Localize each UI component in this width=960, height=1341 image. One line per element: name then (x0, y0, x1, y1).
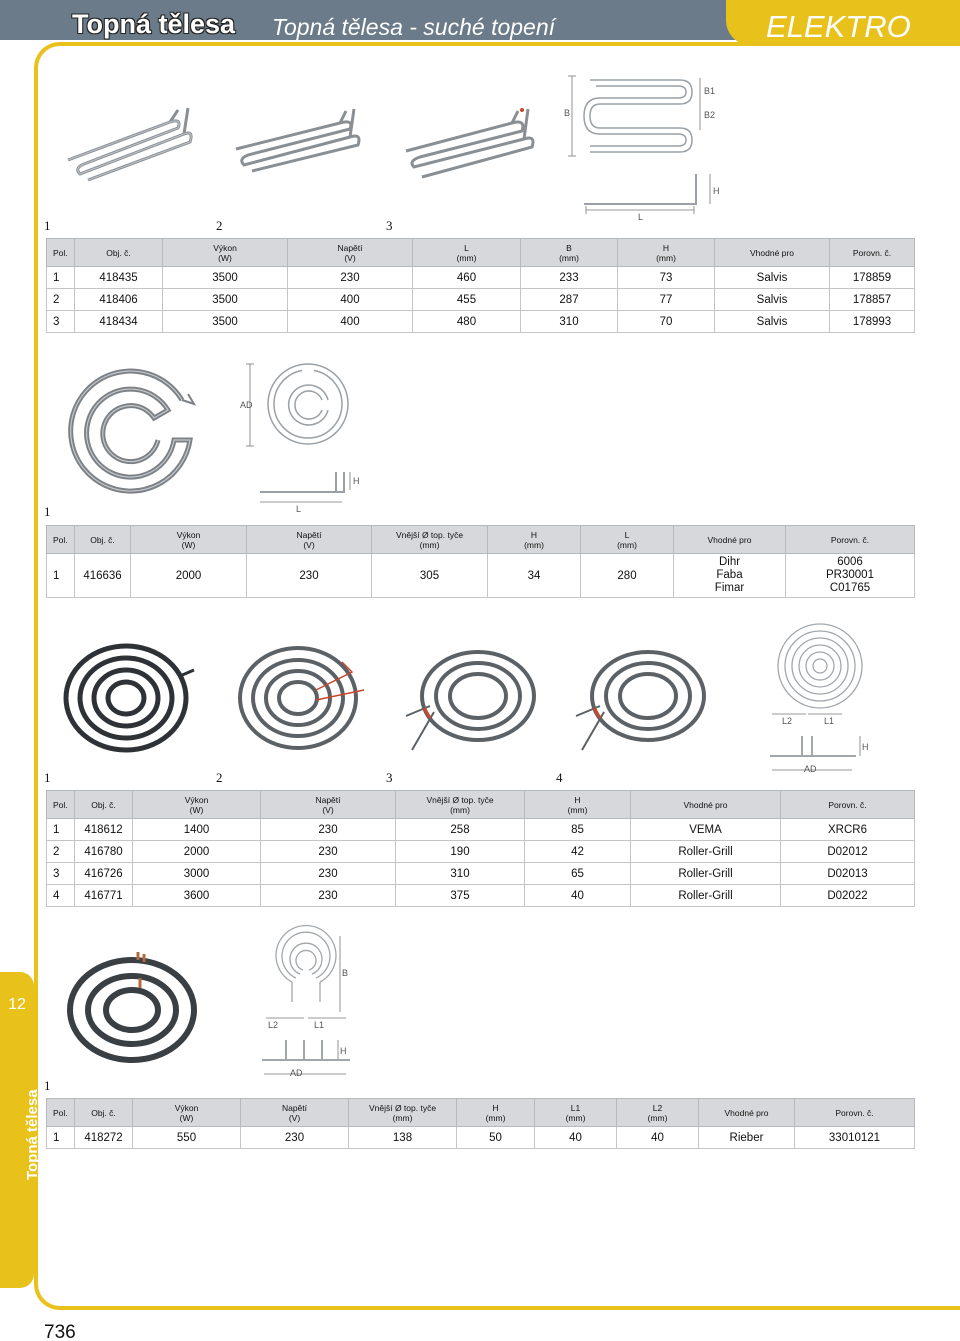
dim-label-h: H (862, 742, 869, 752)
table-header-cell (396, 791, 525, 819)
col-vykon (163, 239, 288, 267)
table-cell: D02012 (781, 841, 915, 863)
cell-text: (W) (218, 252, 232, 263)
cell-text: Obj. č. (106, 247, 131, 258)
category-tab[interactable] (726, 0, 960, 46)
cell-text: H (530, 529, 538, 540)
cell-text: (mm) (559, 252, 579, 263)
table-cell: Roller-Grill (631, 841, 781, 863)
cell-text: L1 (570, 1102, 581, 1113)
table-cell: 418406 (75, 289, 163, 311)
table-row (47, 863, 915, 885)
chapter-number: 12 (8, 996, 26, 1013)
cell-text: Výkon (184, 794, 209, 805)
cell-text: C01765 (829, 582, 871, 594)
table-row (47, 267, 915, 289)
heater-spiral-3 (400, 646, 540, 756)
table-header-cell (241, 1099, 349, 1127)
cell-text: Vnější Ø top. tyče (368, 1102, 437, 1113)
table-row (47, 819, 915, 841)
dim-label-b1: B1 (704, 86, 716, 96)
cell-text: Napětí (315, 794, 341, 805)
image-label-2: 2 (216, 218, 223, 233)
table-cell (786, 554, 915, 598)
table-cell: Rieber (699, 1127, 795, 1149)
table-row (47, 289, 915, 311)
table-cell: 2000 (133, 841, 261, 863)
chapter-label: Topná tělesa (24, 1089, 41, 1180)
table-cell: 416771 (75, 885, 133, 907)
table-header-cell (617, 1099, 699, 1127)
dim-label-l: L (296, 504, 302, 514)
table-row (47, 554, 915, 598)
table-cell: 2 (47, 841, 75, 863)
cell-text: (mm) (419, 539, 440, 550)
cell-text: Porovn. č. (830, 534, 870, 545)
table-cell: 230 (261, 819, 396, 841)
table-header-cell (795, 1099, 915, 1127)
table-cell: 233 (521, 267, 618, 289)
cell-text: (W) (179, 1112, 194, 1123)
table-cell: 418435 (75, 267, 163, 289)
table-cell: 280 (581, 554, 674, 598)
cell-text: (V) (288, 1112, 301, 1123)
page-number: 736 (44, 1322, 76, 1341)
col-pos (47, 239, 75, 267)
table-cell: 400 (288, 289, 413, 311)
cell-text: (mm) (392, 1112, 413, 1123)
table-cell: 230 (288, 267, 413, 289)
table-header-cell (47, 791, 75, 819)
cell-text: Obj. č. (90, 534, 115, 545)
dim-label-l: L (638, 212, 644, 222)
table-header-cell (247, 526, 372, 554)
table-header-cell (781, 791, 915, 819)
table-cell: Salvis (715, 267, 830, 289)
table-cell: 40 (617, 1127, 699, 1149)
table-row (47, 311, 915, 333)
dim-label-l1: L1 (314, 1020, 325, 1030)
table-header-cell (581, 526, 674, 554)
image-label-1: 1 (44, 504, 51, 519)
table-header-cell (133, 1099, 241, 1127)
image-label-1: 1 (44, 218, 51, 233)
table-header-cell (349, 1099, 457, 1127)
cell-text: (V) (303, 539, 315, 550)
cell-text: Porovn. č. (828, 799, 867, 810)
table-cell: 190 (396, 841, 525, 863)
table-cell: 230 (241, 1127, 349, 1149)
cell-text: (V) (322, 804, 334, 815)
dim-label-h: H (713, 186, 720, 196)
heater-spiral-4 (570, 646, 710, 756)
table-cell: 73 (618, 267, 715, 289)
table-header-cell (261, 791, 396, 819)
table-cell: 455 (413, 289, 521, 311)
table-cell: 33010121 (795, 1127, 915, 1149)
cell-text: (mm) (485, 1112, 506, 1123)
table-cell: 178859 (830, 267, 915, 289)
table-header-cell (75, 1099, 133, 1127)
cell-text: Vnější Ø top. tyče (395, 529, 464, 540)
table-cell: 460 (413, 267, 521, 289)
cell-text: Napětí (337, 242, 363, 253)
table-cell: 178993 (830, 311, 915, 333)
cell-text: Pol. (53, 247, 68, 258)
table-cell: 138 (349, 1127, 457, 1149)
table-cell: VEMA (631, 819, 781, 841)
cell-text: (mm) (456, 252, 477, 263)
dim-label-b: B (564, 108, 571, 118)
table-cell: 3500 (163, 267, 288, 289)
cell-text: Dihr (718, 556, 741, 568)
cell-text: H (492, 1102, 499, 1113)
image-label-1: 1 (44, 770, 51, 785)
dim-label-h: H (340, 1046, 347, 1056)
table-header-cell (535, 1099, 617, 1127)
heater-spiral-2 (232, 640, 372, 755)
heater-spiral-1 (60, 636, 200, 756)
col-b (521, 239, 618, 267)
table-header-cell (674, 526, 786, 554)
cell-text: Vhodné pro (724, 1107, 769, 1118)
table-cell: 40 (525, 885, 631, 907)
spec-table-1 (46, 238, 915, 333)
table-cell: 70 (618, 311, 715, 333)
dimension-diagram-1 (560, 70, 730, 220)
table-header-cell (47, 1099, 75, 1127)
cell-text: Faba (716, 569, 743, 581)
cell-text: L (624, 529, 630, 540)
spec-table-3 (46, 790, 915, 907)
table-header-cell (75, 791, 133, 819)
table-cell: 65 (525, 863, 631, 885)
table-cell: 3600 (133, 885, 261, 907)
table-cell: Salvis (715, 311, 830, 333)
cell-text: Vnější Ø top. tyče (426, 794, 494, 805)
table-cell: 480 (413, 311, 521, 333)
cell-text: B (566, 242, 572, 253)
cell-text: (mm) (450, 804, 470, 815)
image-label-3: 3 (386, 770, 393, 785)
cell-text: Porovn. č. (852, 247, 892, 258)
table-cell: 230 (261, 863, 396, 885)
table-row (47, 885, 915, 907)
table-cell: 178857 (830, 289, 915, 311)
table-cell: 230 (261, 841, 396, 863)
cell-text: (mm) (567, 804, 588, 815)
table-row (47, 1127, 915, 1149)
cell-text: (V) (344, 252, 356, 263)
cell-text: Výkon (174, 1102, 199, 1113)
cell-text: Napětí (281, 1102, 308, 1113)
dim-label-l1: L1 (824, 716, 835, 726)
dim-label-b2: B2 (704, 110, 716, 120)
cell-text: 6006 (837, 556, 863, 568)
table-cell: 40 (535, 1127, 617, 1149)
table-cell: 310 (396, 863, 525, 885)
image-label-2: 2 (216, 770, 223, 785)
table-cell: 1400 (133, 819, 261, 841)
cell-text: Obj. č. (91, 799, 116, 810)
table-header-cell (75, 526, 131, 554)
table-cell: 305 (372, 554, 488, 598)
table-cell: 550 (133, 1127, 241, 1149)
col-vhodne (715, 239, 830, 267)
table-cell (674, 554, 786, 598)
heater-image-2 (230, 105, 370, 185)
cell-text: (mm) (524, 539, 544, 550)
cell-text: (W) (181, 539, 196, 550)
table-cell: 50 (457, 1127, 535, 1149)
table-header-row (47, 526, 915, 554)
table-header-cell (133, 791, 261, 819)
table-cell: 1 (47, 267, 75, 289)
cell-text: Vhodné pro (707, 534, 752, 545)
table-header-cell (631, 791, 781, 819)
table-header-cell (457, 1099, 535, 1127)
table-cell: 3500 (163, 311, 288, 333)
cell-text: Výkon (213, 242, 237, 253)
dim-label-b: B (342, 968, 349, 978)
table-cell: 375 (396, 885, 525, 907)
spec-table-4 (46, 1098, 915, 1149)
table-cell: 230 (261, 885, 396, 907)
table-cell: 418272 (75, 1127, 133, 1149)
category-label: ELEKTRO (766, 9, 911, 44)
table-cell: Salvis (715, 289, 830, 311)
dimension-diagram-3 (764, 620, 884, 775)
table-header-row (47, 791, 915, 819)
table-header-cell (47, 526, 75, 554)
table-cell: 2000 (131, 554, 247, 598)
dim-label-h: H (353, 476, 360, 486)
dim-label-ad: AD (240, 400, 253, 410)
table-header-cell (699, 1099, 795, 1127)
dimension-diagram-2 (238, 360, 368, 514)
heater-image-3 (400, 105, 545, 190)
cell-text: PR30001 (826, 569, 874, 581)
image-label-4: 4 (556, 770, 563, 785)
heater-small-spiral (62, 948, 202, 1066)
table-cell: 416726 (75, 863, 133, 885)
table-cell: D02013 (781, 863, 915, 885)
image-label-1: 1 (44, 1078, 51, 1093)
table-header-row (47, 1099, 915, 1127)
table-cell: 3 (47, 863, 75, 885)
table-cell: 42 (525, 841, 631, 863)
cell-text: Výkon (176, 529, 201, 540)
table-cell: D02022 (781, 885, 915, 907)
cell-text: Porovn. č. (835, 1107, 874, 1118)
cell-text: H (662, 242, 670, 253)
table-cell: 3500 (163, 289, 288, 311)
table-cell: 418612 (75, 819, 133, 841)
table-cell: 4 (47, 885, 75, 907)
cell-text: H (574, 794, 581, 805)
col-h (618, 239, 715, 267)
page-subtitle: Topná tělesa - suché topení (272, 14, 556, 40)
table-cell: 418434 (75, 311, 163, 333)
cell-text: Obj. č. (91, 1107, 116, 1118)
table-header-cell (525, 791, 631, 819)
table-header-cell (786, 526, 915, 554)
dim-label-ad: AD (804, 764, 817, 774)
table-row (47, 841, 915, 863)
table-cell: Roller-Grill (631, 863, 781, 885)
page-title: Topná tělesa (72, 9, 236, 39)
cell-text: Pol. (53, 1107, 68, 1118)
dim-label-ad: AD (290, 1068, 303, 1078)
col-napeti (288, 239, 413, 267)
table-cell: Roller-Grill (631, 885, 781, 907)
cell-text: Vhodné pro (683, 799, 728, 810)
cell-text: (mm) (617, 539, 637, 550)
col-l (413, 239, 521, 267)
dimension-diagram-4 (256, 932, 360, 1080)
table-cell: 400 (288, 311, 413, 333)
heater-image-round-1 (62, 360, 202, 500)
dim-label-l2: L2 (782, 716, 793, 726)
table-cell: 230 (247, 554, 372, 598)
table-header-row (47, 239, 915, 267)
table-cell: 34 (488, 554, 581, 598)
table-cell: 258 (396, 819, 525, 841)
cell-text: (W) (189, 804, 204, 815)
table-cell: 85 (525, 819, 631, 841)
cell-text: Pol. (53, 799, 68, 810)
table-cell: XRCR6 (781, 819, 915, 841)
cell-text: (mm) (647, 1112, 668, 1123)
col-obj (75, 239, 163, 267)
table-header-cell (372, 526, 488, 554)
table-header-cell (488, 526, 581, 554)
table-cell: 1 (47, 554, 75, 598)
cell-text: Vhodné pro (750, 247, 794, 258)
table-cell: 2 (47, 289, 75, 311)
table-cell: 3000 (133, 863, 261, 885)
table-cell: 310 (521, 311, 618, 333)
cell-text: (mm) (656, 252, 676, 263)
table-cell: 1 (47, 1127, 75, 1149)
table-cell: 416636 (75, 554, 131, 598)
cell-text: (mm) (565, 1112, 586, 1123)
table-header-cell (131, 526, 247, 554)
table-cell: 287 (521, 289, 618, 311)
cell-text: Pol. (53, 534, 68, 545)
cell-text: Fimar (714, 582, 745, 594)
cell-text: L (464, 242, 469, 253)
col-porovn (830, 239, 915, 267)
table-cell: 1 (47, 819, 75, 841)
image-label-3: 3 (386, 218, 393, 233)
cell-text: L2 (652, 1102, 663, 1113)
table-cell: 416780 (75, 841, 133, 863)
table-cell: 3 (47, 311, 75, 333)
table-cell: 77 (618, 289, 715, 311)
dim-label-l2: L2 (268, 1020, 279, 1030)
cell-text: Napětí (296, 529, 322, 540)
heater-image-1 (60, 100, 200, 190)
spec-table-2 (46, 525, 915, 598)
